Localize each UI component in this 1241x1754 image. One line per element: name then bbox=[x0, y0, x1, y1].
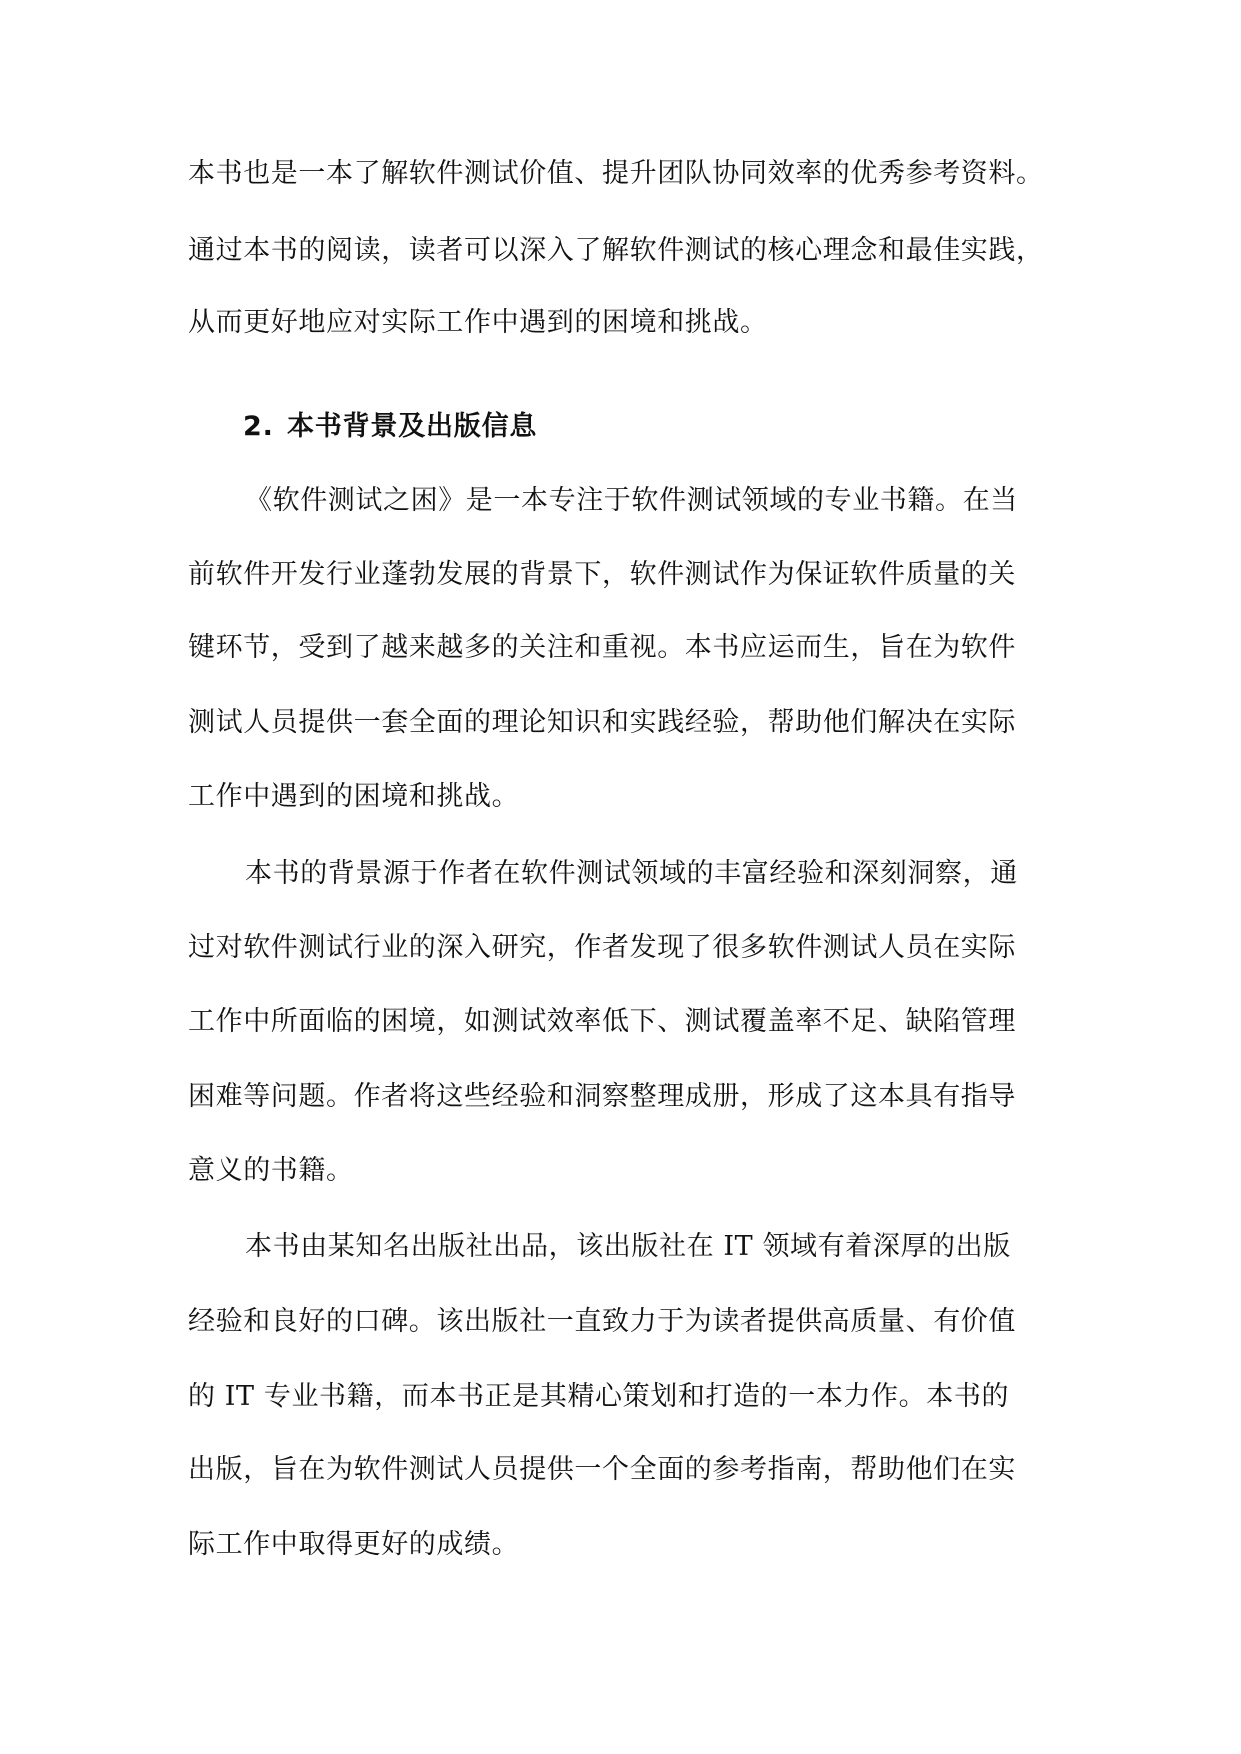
text-line: 工作中遇到的困境和挑战。 bbox=[188, 781, 520, 812]
text-line: 键环节，受到了越来越多的关注和重视。本书应运而生，旨在为软件 bbox=[188, 632, 1016, 663]
text-line: 工作中所面临的困境，如测试效率低下、测试覆盖率不足、缺陷管理 bbox=[188, 1006, 1016, 1037]
text-line: 际工作中取得更好的成绩。 bbox=[188, 1529, 520, 1560]
section-title: 本书背景及出版信息 bbox=[287, 411, 538, 442]
section-number: 2. bbox=[243, 411, 274, 442]
text-line: 通过本书的阅读，读者可以深入了解软件测试的核心理念和最佳实践， bbox=[188, 235, 1044, 266]
text-line: 从而更好地应对实际工作中遇到的困境和挑战。 bbox=[188, 307, 768, 338]
text-line: 经验和良好的口碑。该出版社一直致力于为读者提供高质量、有价值 bbox=[188, 1306, 1016, 1337]
text-line: 前软件开发行业蓬勃发展的背景下，软件测试作为保证软件质量的关 bbox=[188, 559, 1016, 590]
text-line: 意义的书籍。 bbox=[188, 1155, 354, 1186]
section-heading bbox=[243, 410, 537, 444]
text-line: 测试人员提供一套全面的理论知识和实践经验，帮助他们解决在实际 bbox=[188, 707, 1016, 738]
text-line: 的 IT 专业书籍，而本书正是其精心策划和打造的一本力作。本书的 bbox=[188, 1381, 1010, 1412]
text-line: 过对软件测试行业的深入研究，作者发现了很多软件测试人员在实际 bbox=[188, 932, 1016, 963]
text-line: 出版，旨在为软件测试人员提供一个全面的参考指南，帮助他们在实 bbox=[188, 1454, 1016, 1485]
text-line: 《软件测试之困》是一本专注于软件测试领域的专业书籍。在当 bbox=[245, 485, 1018, 516]
text-line: 困难等问题。作者将这些经验和洞察整理成册，形成了这本具有指导 bbox=[188, 1081, 1016, 1112]
text-line: 本书也是一本了解软件测试价值、提升团队协同效率的优秀参考资料。 bbox=[188, 158, 1044, 189]
text-line: 本书由某知名出版社出品，该出版社在 IT 领域有着深厚的出版 bbox=[245, 1231, 1011, 1262]
text-line: 本书的背景源于作者在软件测试领域的丰富经验和深刻洞察，通 bbox=[245, 858, 1018, 889]
